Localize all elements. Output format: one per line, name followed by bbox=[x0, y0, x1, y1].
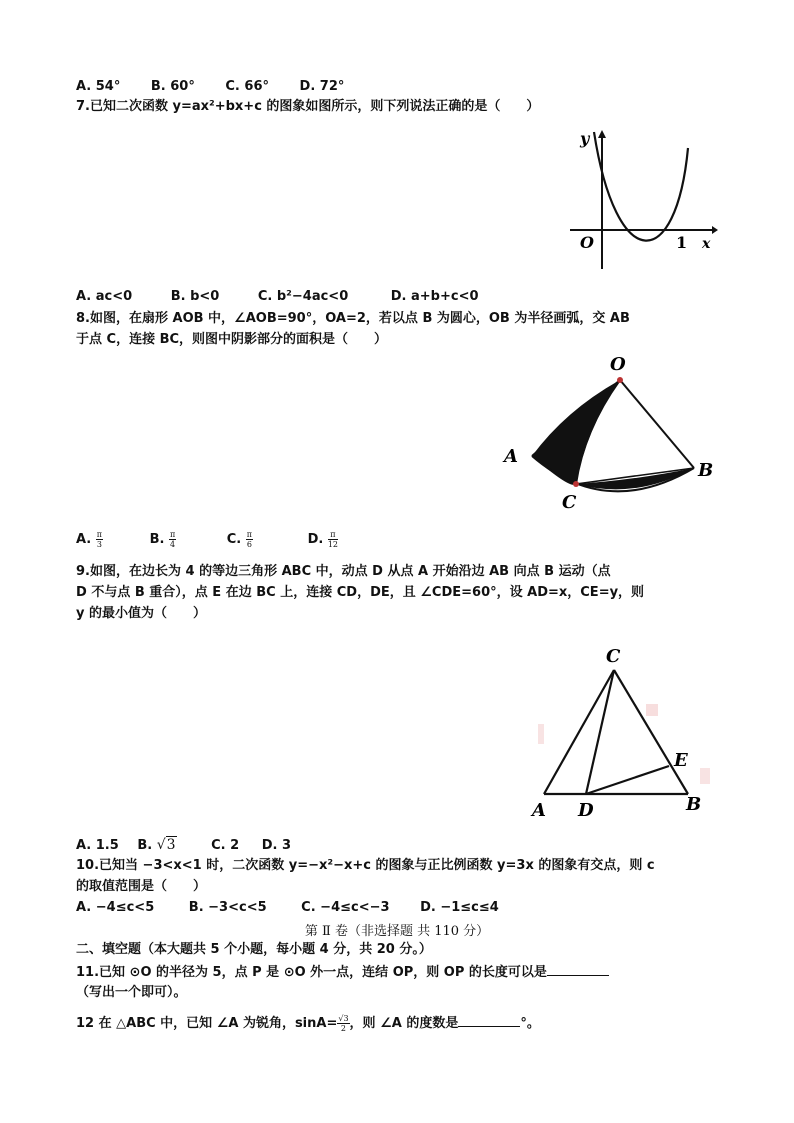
q10-option-d: D. −1≤c≤4 bbox=[420, 900, 499, 915]
q9-options bbox=[76, 836, 291, 855]
label-c: C bbox=[562, 492, 577, 513]
q9-stem-line2: D 不与点 B 重合），点 E 在边 BC 上，连接 CD，DE，且 ∠CDE=60°，设 AD=x，CE=y，则 bbox=[76, 585, 645, 600]
q7-option-b: B. b<0 bbox=[170, 289, 220, 304]
segment-cd bbox=[586, 670, 614, 794]
q10-options bbox=[76, 899, 525, 917]
segment-de bbox=[586, 766, 669, 794]
label-d: D bbox=[578, 800, 594, 821]
section-part2-heading: 二、填空题（本大题共 5 个小题，每小题 4 分，共 20 分。） bbox=[76, 942, 432, 957]
q6-option-a: A. 54° bbox=[76, 79, 121, 94]
q6-option-b: B. 60° bbox=[150, 79, 195, 94]
shaded-region-left bbox=[532, 380, 620, 485]
q8-option-a: A. $\frac{\pi}{3}$ bbox=[76, 530, 103, 549]
q8-options bbox=[76, 530, 338, 549]
q10-option-b: B. −3<c<5 bbox=[188, 900, 267, 915]
label-o: O bbox=[610, 354, 626, 375]
q9-stem-line3: y 的最小值为（ ） bbox=[76, 606, 207, 621]
q9-option-b: B. √3 bbox=[137, 837, 176, 853]
point-o-mark bbox=[617, 377, 623, 383]
q9-option-a: A. 1.5 bbox=[76, 838, 119, 853]
q10-option-c: C. −4≤c<−3 bbox=[301, 900, 390, 915]
segment-ob bbox=[620, 380, 694, 468]
origin-label: O bbox=[580, 233, 594, 252]
side-ac bbox=[544, 670, 614, 794]
q12-answer-blank[interactable] bbox=[458, 1014, 520, 1027]
q8-stem-line2: 于点 C，连接 BC，则图中阴影部分的面积是（ ） bbox=[76, 332, 388, 347]
label-b: B bbox=[686, 794, 702, 815]
q10-option-a: A. −4≤c<5 bbox=[76, 900, 155, 915]
q7-stem: 7.已知二次函数 y=ax²+bx+c 的图象如图所示，则下列说法正确的是（ ） bbox=[76, 99, 540, 114]
side-bc bbox=[614, 670, 688, 794]
q6-options bbox=[76, 78, 370, 96]
q9-option-d: D. 3 bbox=[261, 838, 291, 853]
label-a: A bbox=[504, 446, 518, 467]
q12-fraction: $\frac{√3}{2}$ bbox=[338, 1014, 349, 1033]
x-axis-arrow bbox=[712, 226, 718, 234]
label-a: A bbox=[532, 800, 546, 821]
q11-stem-line2: （写出一个即可）。 bbox=[76, 985, 187, 1000]
q7-option-c: C. b²−4ac<0 bbox=[257, 289, 349, 304]
label-e: E bbox=[674, 750, 688, 771]
blur-mark bbox=[538, 724, 544, 744]
blur-mark bbox=[700, 768, 710, 784]
q8-sector-figure bbox=[496, 350, 718, 516]
q9-option-c: C. 2 bbox=[211, 838, 240, 853]
q8-option-b: B. $\frac{\pi}{4}$ bbox=[149, 530, 176, 549]
q9-stem-line1: 9.如图，在边长为 4 的等边三角形 ABC 中，动点 D 从点 A 开始沿边 AB 向点 B 运动（点 bbox=[76, 564, 611, 579]
q8-stem-line1: 8.如图，在扇形 AOB 中，∠AOB=90°，OA=2，若以点 B 为圆心，OB 为半径画弧，交 AB bbox=[76, 311, 630, 326]
q6-option-d: D. 72° bbox=[299, 79, 345, 94]
q11-answer-blank[interactable] bbox=[547, 963, 609, 976]
q7-options bbox=[76, 288, 505, 306]
y-axis-arrow bbox=[598, 130, 606, 138]
q8-option-d: D. $\frac{\pi}{12}$ bbox=[307, 530, 339, 549]
q7-parabola-figure bbox=[566, 124, 720, 274]
q10-stem-line2: 的取值范围是（ ） bbox=[76, 879, 207, 894]
parabola-curve bbox=[594, 132, 688, 241]
q11-stem-line1: 11.已知 ⊙O 的半径为 5，点 P 是 ⊙O 外一点，连结 OP，则 OP 的长度可以是 bbox=[76, 963, 609, 982]
y-axis-label: y bbox=[580, 129, 590, 148]
label-c: C bbox=[606, 646, 621, 667]
point-c-mark bbox=[573, 481, 579, 487]
q7-option-a: A. ac<0 bbox=[76, 289, 133, 304]
q7-option-d: D. a+b+c<0 bbox=[390, 289, 479, 304]
q8-option-c: C. $\frac{\pi}{6}$ bbox=[226, 530, 253, 549]
q9-triangle-figure bbox=[528, 640, 718, 822]
q12-stem: 12 在 △ABC 中，已知 ∠A 为锐角，sinA= $\frac{√3}{2}$ ，则 ∠A 的度数是 °。 bbox=[76, 1014, 540, 1033]
q10-stem-line1: 10.已知当 −3<x<1 时，二次函数 y=−x²−x+c 的图象与正比例函数 y=3x 的图象有交点，则 c bbox=[76, 858, 655, 873]
one-label: 1 bbox=[676, 233, 688, 252]
q6-option-c: C. 66° bbox=[225, 79, 269, 94]
label-b: B bbox=[698, 460, 714, 481]
section-title: 第 Ⅱ 卷（非选择题 共 110 分） bbox=[304, 924, 490, 939]
blur-mark bbox=[646, 704, 658, 716]
x-axis-label: x bbox=[702, 236, 711, 252]
